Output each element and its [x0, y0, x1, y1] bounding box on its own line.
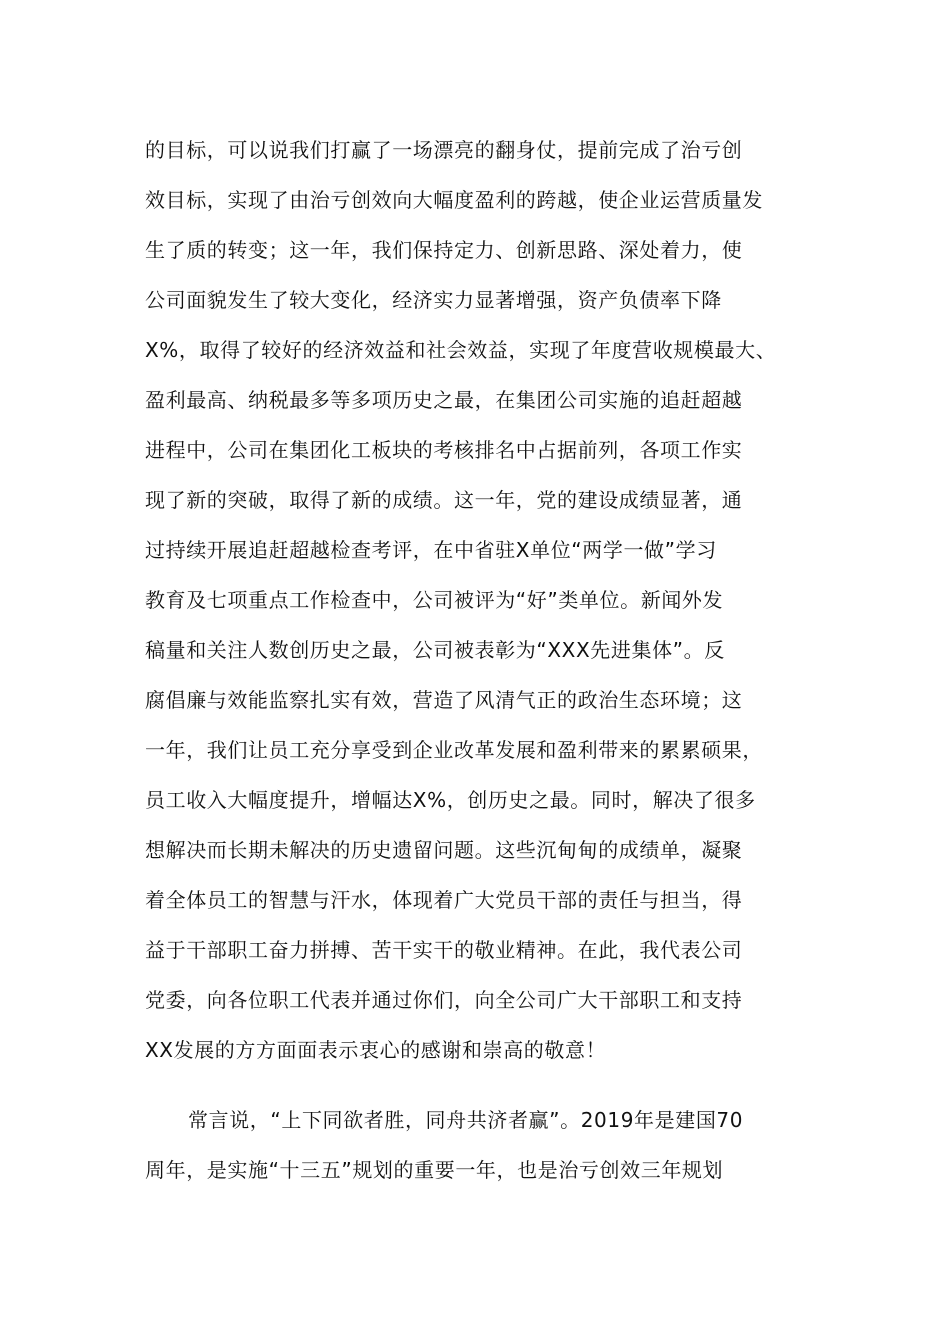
text-line: 过持续开展追赶超越检查考评，在中省驻X单位“两学一做”学习	[145, 538, 717, 562]
text-line: 员工收入大幅度提升，增幅达X%，创历史之最。同时，解决了很多	[145, 788, 756, 812]
text-line: 一年，我们让员工充分享受到企业改革发展和盈利带来的累累硕果，	[145, 738, 763, 762]
text-line: 效目标，实现了由治亏创效向大幅度盈利的跨越，使企业运营质量发	[145, 188, 763, 212]
text-line: 想解决而长期未解决的历史遗留问题。这些沉甸甸的成绩单，凝聚	[145, 838, 743, 862]
text-line: 进程中，公司在集团化工板块的考核排名中占据前列，各项工作实	[145, 438, 743, 462]
text-line: 益于干部职工奋力拼搏、苦干实干的敬业精神。在此，我代表公司	[145, 938, 743, 962]
text-line: 盈利最高、纳税最多等多项历史之最，在集团公司实施的追赶超越	[145, 388, 743, 412]
text-line: 教育及七项重点工作检查中，公司被评为“好”类单位。新闻外发	[145, 588, 724, 612]
text-line: 着全体员工的智慧与汗水，体现着广大党员干部的责任与担当，得	[145, 888, 743, 912]
text-line: 公司面貌发生了较大变化，经济实力显著增强，资产负债率下降	[145, 288, 722, 312]
text-line: 腐倡廉与效能监察扎实有效，营造了风清气正的政治生态环境；这	[145, 688, 743, 712]
text-line: 稿量和关注人数创历史之最，公司被表彰为“XXX先进集体”。反	[145, 638, 725, 662]
text-line: XX发展的方方面面表示衷心的感谢和崇高的敬意！	[145, 1038, 607, 1062]
text-line: 现了新的突破，取得了新的成绩。这一年，党的建设成绩显著，通	[145, 488, 743, 512]
text-line: 常言说，“上下同欲者胜，同舟共济者赢”。2019年是建国70	[188, 1108, 744, 1132]
text-line: X%，取得了较好的经济效益和社会效益，实现了年度营收规模最大、	[145, 338, 777, 362]
text-line: 的目标，可以说我们打赢了一场漂亮的翻身仗，提前完成了治亏创	[145, 138, 743, 162]
text-line: 党委，向各位职工代表并通过你们，向全公司广大干部职工和支持	[145, 988, 743, 1012]
text-line: 生了质的转变；这一年，我们保持定力、创新思路、深处着力，使	[145, 238, 743, 262]
text-line: 周年，是实施“十三五”规划的重要一年，也是治亏创效三年规划	[145, 1158, 724, 1182]
